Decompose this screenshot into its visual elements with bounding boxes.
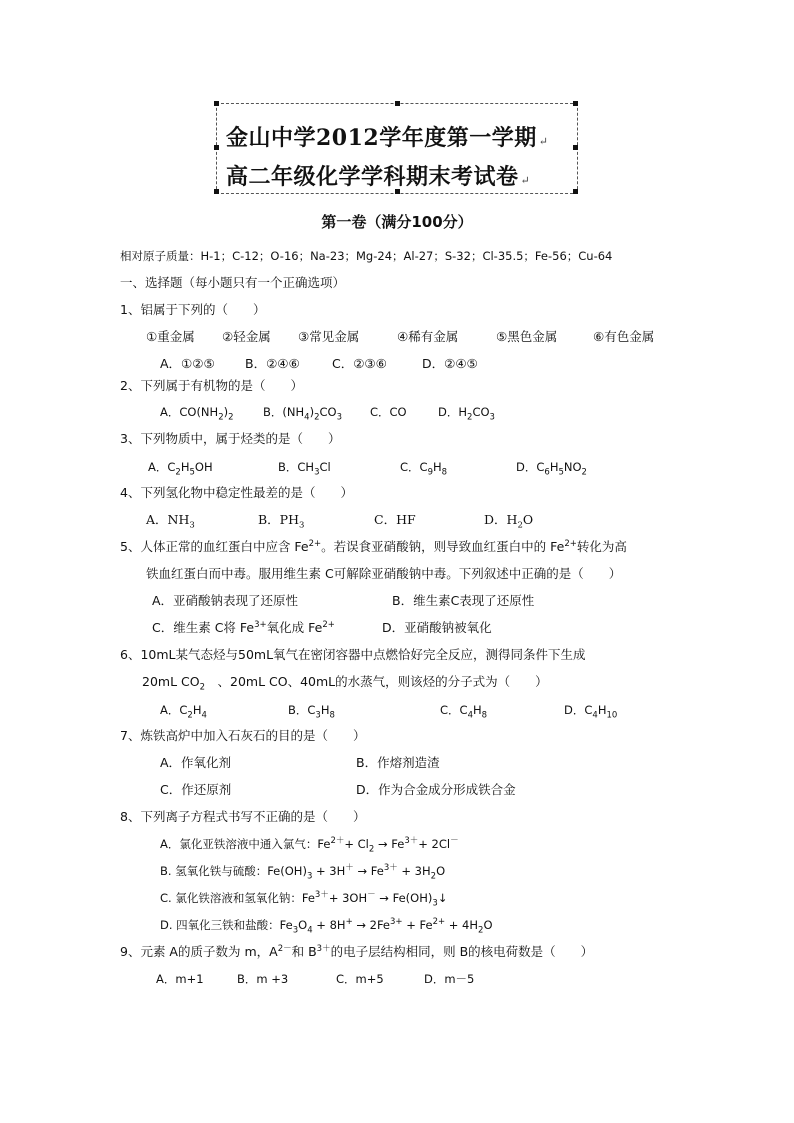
q5-option-a: A．亚硝酸钠表现了还原性 xyxy=(152,593,299,608)
q1-item: ⑤黑色金属 xyxy=(496,329,558,344)
q2-option-b: B．$(NH_4)_2CO_3$ xyxy=(263,405,342,423)
question-6-line-2: 20mL $CO_2$ 、20mL CO、40mL的水蒸气，则该烃的分子式为（ ） xyxy=(142,674,548,693)
q4-option-a: A．$NH_3$ xyxy=(146,512,195,531)
q1-option: D．②④⑤ xyxy=(422,356,478,371)
q3-option-a: A．$C_2H_5OH$ xyxy=(148,460,213,478)
q9-option-c: C．m+5 xyxy=(336,972,384,986)
question-9-stem: 9、元素 A的质子数为 m，$A^{2-}$和 $B^{3+}$的电子层结构相同，则 B的核电荷数是（ ） xyxy=(120,943,594,959)
q3-option-d: D．$C_6H_5NO_2$ xyxy=(516,460,587,478)
q6-option-a: A．$C_2H_4$ xyxy=(160,703,207,721)
q6-option-b: B．$C_3H_8$ xyxy=(288,703,335,721)
q6-option-d: D．$C_4H_{10}$ xyxy=(564,703,618,721)
question-6-line-1: 6、10mL某气态烃与50mL氧气在密闭容器中点燃恰好完全反应，测得同条件下生成 xyxy=(120,647,586,662)
frame-corner xyxy=(573,101,578,106)
q1-item: ③常见金属 xyxy=(298,329,360,344)
q8-option-a: A．氯化亚铁溶液中通入氯气：$Fe^{2+}+ Cl_2 \to Fe^{3+}+ 2Cl^-$ xyxy=(160,836,459,855)
question-4-stem: 4、下列氢化物中稳定性最差的是（ ） xyxy=(120,485,353,500)
q8-option-b: B. 氢氧化铁与硫酸：$Fe(OH)_3 + 3H^+ \to Fe^{3+} + 3H_2O$ xyxy=(160,863,446,882)
q5-option-b: B．维生素C表现了还原性 xyxy=(392,593,535,608)
q7-option-d: D．作为合金成分形成铁合金 xyxy=(356,782,516,797)
q1-item: ①重金属 xyxy=(146,329,195,344)
title-box xyxy=(216,103,578,194)
q9-option-d: D．m－5 xyxy=(424,972,475,986)
q1-item: ⑥有色金属 xyxy=(593,329,655,344)
frame-corner xyxy=(573,189,578,194)
q9-option-a: A．m+1 xyxy=(156,972,204,986)
q2-option-a: A．$CO(NH_2)_2$ xyxy=(160,405,234,423)
frame-corner xyxy=(214,189,219,194)
q4-option-d: D．$H_2O$ xyxy=(484,512,534,531)
q1-option: A．①②⑤ xyxy=(160,356,215,371)
q1-item: ④稀有金属 xyxy=(397,329,459,344)
q8-option-c: C. 氯化铁溶液和氢氧化钠：$Fe^{3+}+ 3OH^-$ → $Fe(OH)_3↓$ xyxy=(160,890,448,909)
question-2-stem: 2、下列属于有机物的是（ ） xyxy=(120,378,303,393)
q1-item: ②轻金属 xyxy=(222,329,271,344)
atomic-masses: 相对原子质量：H-1；C-12；O-16；Na-23；Mg-24；Al-27；S-32；Cl-35.5；Fe-56；Cu-64 xyxy=(120,249,613,263)
q8-option-d: D. 四氧化三铁和盐酸：$Fe_3O_4 + 8H^+ \to 2Fe^{3+} + Fe^{2+} + 4H_2O$ xyxy=(160,917,493,936)
section-title: 一、选择题（每小题只有一个正确选项） xyxy=(120,275,346,290)
q7-option-b: B．作熔剂造渣 xyxy=(356,755,440,770)
subtitle: 第一卷（满分100分） xyxy=(321,213,473,231)
question-1-stem: 1、铝属于下列的（ ） xyxy=(120,302,266,317)
q2-option-d: D．$H_2CO_3$ xyxy=(438,405,495,423)
q7-option-a: A．作氧化剂 xyxy=(160,755,232,770)
q7-option-c: C．作还原剂 xyxy=(160,782,232,797)
frame-corner xyxy=(214,145,219,150)
q4-option-b: B．$PH_3$ xyxy=(258,512,305,531)
q5-option-c: C．维生素 C将 $Fe^{3+}$氧化成 $Fe^{2+}$ xyxy=(152,619,335,635)
title-line-2: 高二年级化学学科期末考试卷 ↵ xyxy=(226,164,531,190)
question-3-stem: 3、下列物质中，属于烃类的是（ ） xyxy=(120,431,341,446)
q4-option-c: C．HF xyxy=(374,512,416,527)
q3-option-c: C．$C_9H_8$ xyxy=(400,460,448,478)
q3-option-b: B．$CH_3Cl$ xyxy=(278,460,331,478)
q2-option-c: C．CO xyxy=(370,405,407,419)
q6-option-c: C．$C_4H_8$ xyxy=(440,703,488,721)
q1-option: B．②④⑥ xyxy=(245,356,300,371)
q1-option: C．②③⑥ xyxy=(332,356,387,371)
title-line-1: 金山中学2012学年度第一学期 ↵ xyxy=(226,125,549,151)
q9-option-b: B．m +3 xyxy=(237,972,289,986)
q5-option-d: D．亚硝酸钠被氧化 xyxy=(382,620,492,635)
question-7-stem: 7、炼铁高炉中加入石灰石的目的是（ ） xyxy=(120,728,366,743)
question-5-line-1: 5、人体正常的血红蛋白中应含 $Fe^{2+}$。若误食亚硝酸钠，则导致血红蛋白中的 $Fe^{2+}$转化为高 xyxy=(120,538,627,554)
question-5-line-2: 铁血红蛋白而中毒。服用维生素 C可解除亚硝酸钠中毒。下列叙述中正确的是（ ） xyxy=(146,566,622,581)
question-8-stem: 8、下列离子方程式书写不正确的是（ ） xyxy=(120,809,366,824)
frame-corner xyxy=(395,101,400,106)
frame-corner xyxy=(214,101,219,106)
frame-corner xyxy=(573,145,578,150)
